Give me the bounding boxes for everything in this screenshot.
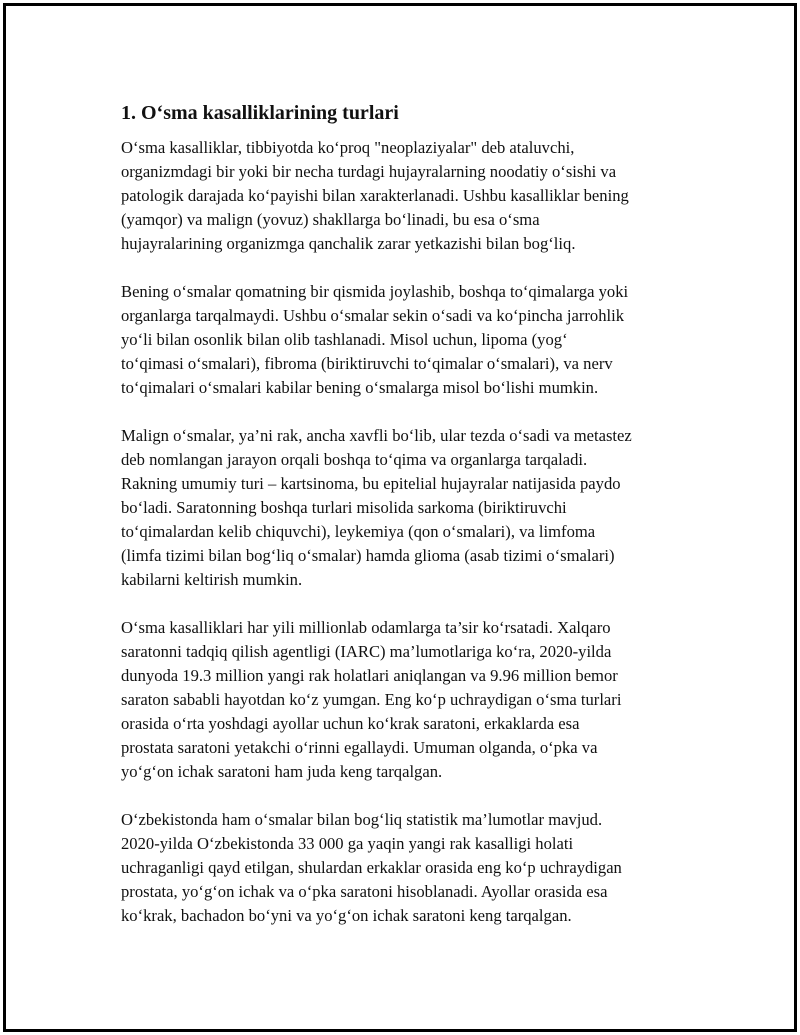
text-line: Rakning umumiy turi – kartsinoma, bu epitelial hujayralar natijasida paydo [121, 474, 621, 493]
text-line: patologik darajada ko‘payishi bilan xarakterlanadi. Ushbu kasalliklar bening [121, 186, 629, 205]
section-heading: 1. O‘sma kasalliklarining turlari [121, 102, 399, 124]
text-line: saratonni tadqiq qilish agentligi (IARC) ma’lumotlariga ko‘ra, 2020-yilda [121, 642, 612, 661]
text-line: Bening o‘smalar qomatning bir qismida joylashib, boshqa to‘qimalarga yoki [121, 282, 629, 301]
text-line: organlarga tarqalmaydi. Ushbu o‘smalar sekin o‘sadi va ko‘pincha jarrohlik [121, 306, 625, 325]
text-line: saraton sababli hayotdan ko‘z yumgan. Eng ko‘p uchraydigan o‘sma turlari [121, 690, 622, 709]
text-line: bo‘ladi. Saratonning boshqa turlari misolida sarkoma (biriktiruvchi [121, 498, 567, 517]
text-line: kabilarni keltirish mumkin. [121, 570, 303, 589]
text-line: O‘sma kasalliklari har yili millionlab odamlarga ta’sir ko‘rsatadi. Xalqaro [121, 618, 611, 637]
text-line: organizmdagi bir yoki bir necha turdagi hujayralarning noodatiy o‘sishi va [121, 162, 617, 181]
text-line: prostata saratoni yetakchi o‘rinni egallaydi. Umuman olganda, o‘pka va [121, 738, 598, 757]
text-line: (limfa tizimi bilan bog‘liq o‘smalar) hamda glioma (asab tizimi o‘smalari) [121, 546, 615, 565]
text-line: yo‘g‘on ichak saratoni ham juda keng tarqalgan. [121, 762, 443, 781]
paragraph-list [121, 136, 701, 928]
paragraph-3 [121, 424, 701, 592]
text-line: 2020-yilda O‘zbekistonda 33 000 ga yaqin yangi rak kasalligi holati [121, 834, 574, 853]
paragraph-1 [121, 136, 701, 256]
text-line: dunyoda 19.3 million yangi rak holatlari aniqlangan va 9.96 million bemor [121, 666, 618, 685]
text-line: to‘qimalari o‘smalari kabilar bening o‘smalarga misol bo‘lishi mumkin. [121, 378, 599, 397]
text-line: ko‘krak, bachadon bo‘yni va yo‘g‘on ichak saratoni keng tarqalgan. [121, 906, 572, 925]
paragraph-5 [121, 808, 701, 928]
text-line: orasida o‘rta yoshdagi ayollar uchun ko‘krak saratoni, erkaklarda esa [121, 714, 580, 733]
text-line: to‘qimalardan kelib chiquvchi), leykemiya (qon o‘smalari), va limfoma [121, 522, 596, 541]
text-line: O‘zbekistonda ham o‘smalar bilan bog‘liq statistik ma’lumotlar mavjud. [121, 810, 603, 829]
text-line: (yamqor) va malign (yovuz) shakllarga bo‘linadi, bu esa o‘sma [121, 210, 540, 229]
text-line: uchraganligi qayd etilgan, shulardan erkaklar orasida eng ko‘p uchraydigan [121, 858, 622, 877]
document-body [121, 99, 701, 952]
text-line: O‘sma kasalliklar, tibbiyotda ko‘proq "neoplaziyalar" deb ataluvchi, [121, 138, 575, 157]
paragraph-2 [121, 280, 701, 400]
text-line: prostata, yo‘g‘on ichak va o‘pka saratoni hisoblanadi. Ayollar orasida esa [121, 882, 608, 901]
text-line: deb nomlangan jarayon orqali boshqa to‘qima va organlarga tarqaladi. [121, 450, 588, 469]
text-line: to‘qimasi o‘smalari), fibroma (biriktiruvchi to‘qimalar o‘smalari), va nerv [121, 354, 613, 373]
text-line: yo‘li bilan osonlik bilan olib tashlanadi. Misol uchun, lipoma (yog‘ [121, 330, 568, 349]
text-line: hujayralarining organizmga qanchalik zarar yetkazishi bilan bog‘liq. [121, 234, 576, 253]
paragraph-4 [121, 616, 701, 784]
page-frame [3, 3, 797, 1032]
text-line: Malign o‘smalar, ya’ni rak, ancha xavfli bo‘lib, ular tezda o‘sadi va metastez [121, 426, 632, 445]
